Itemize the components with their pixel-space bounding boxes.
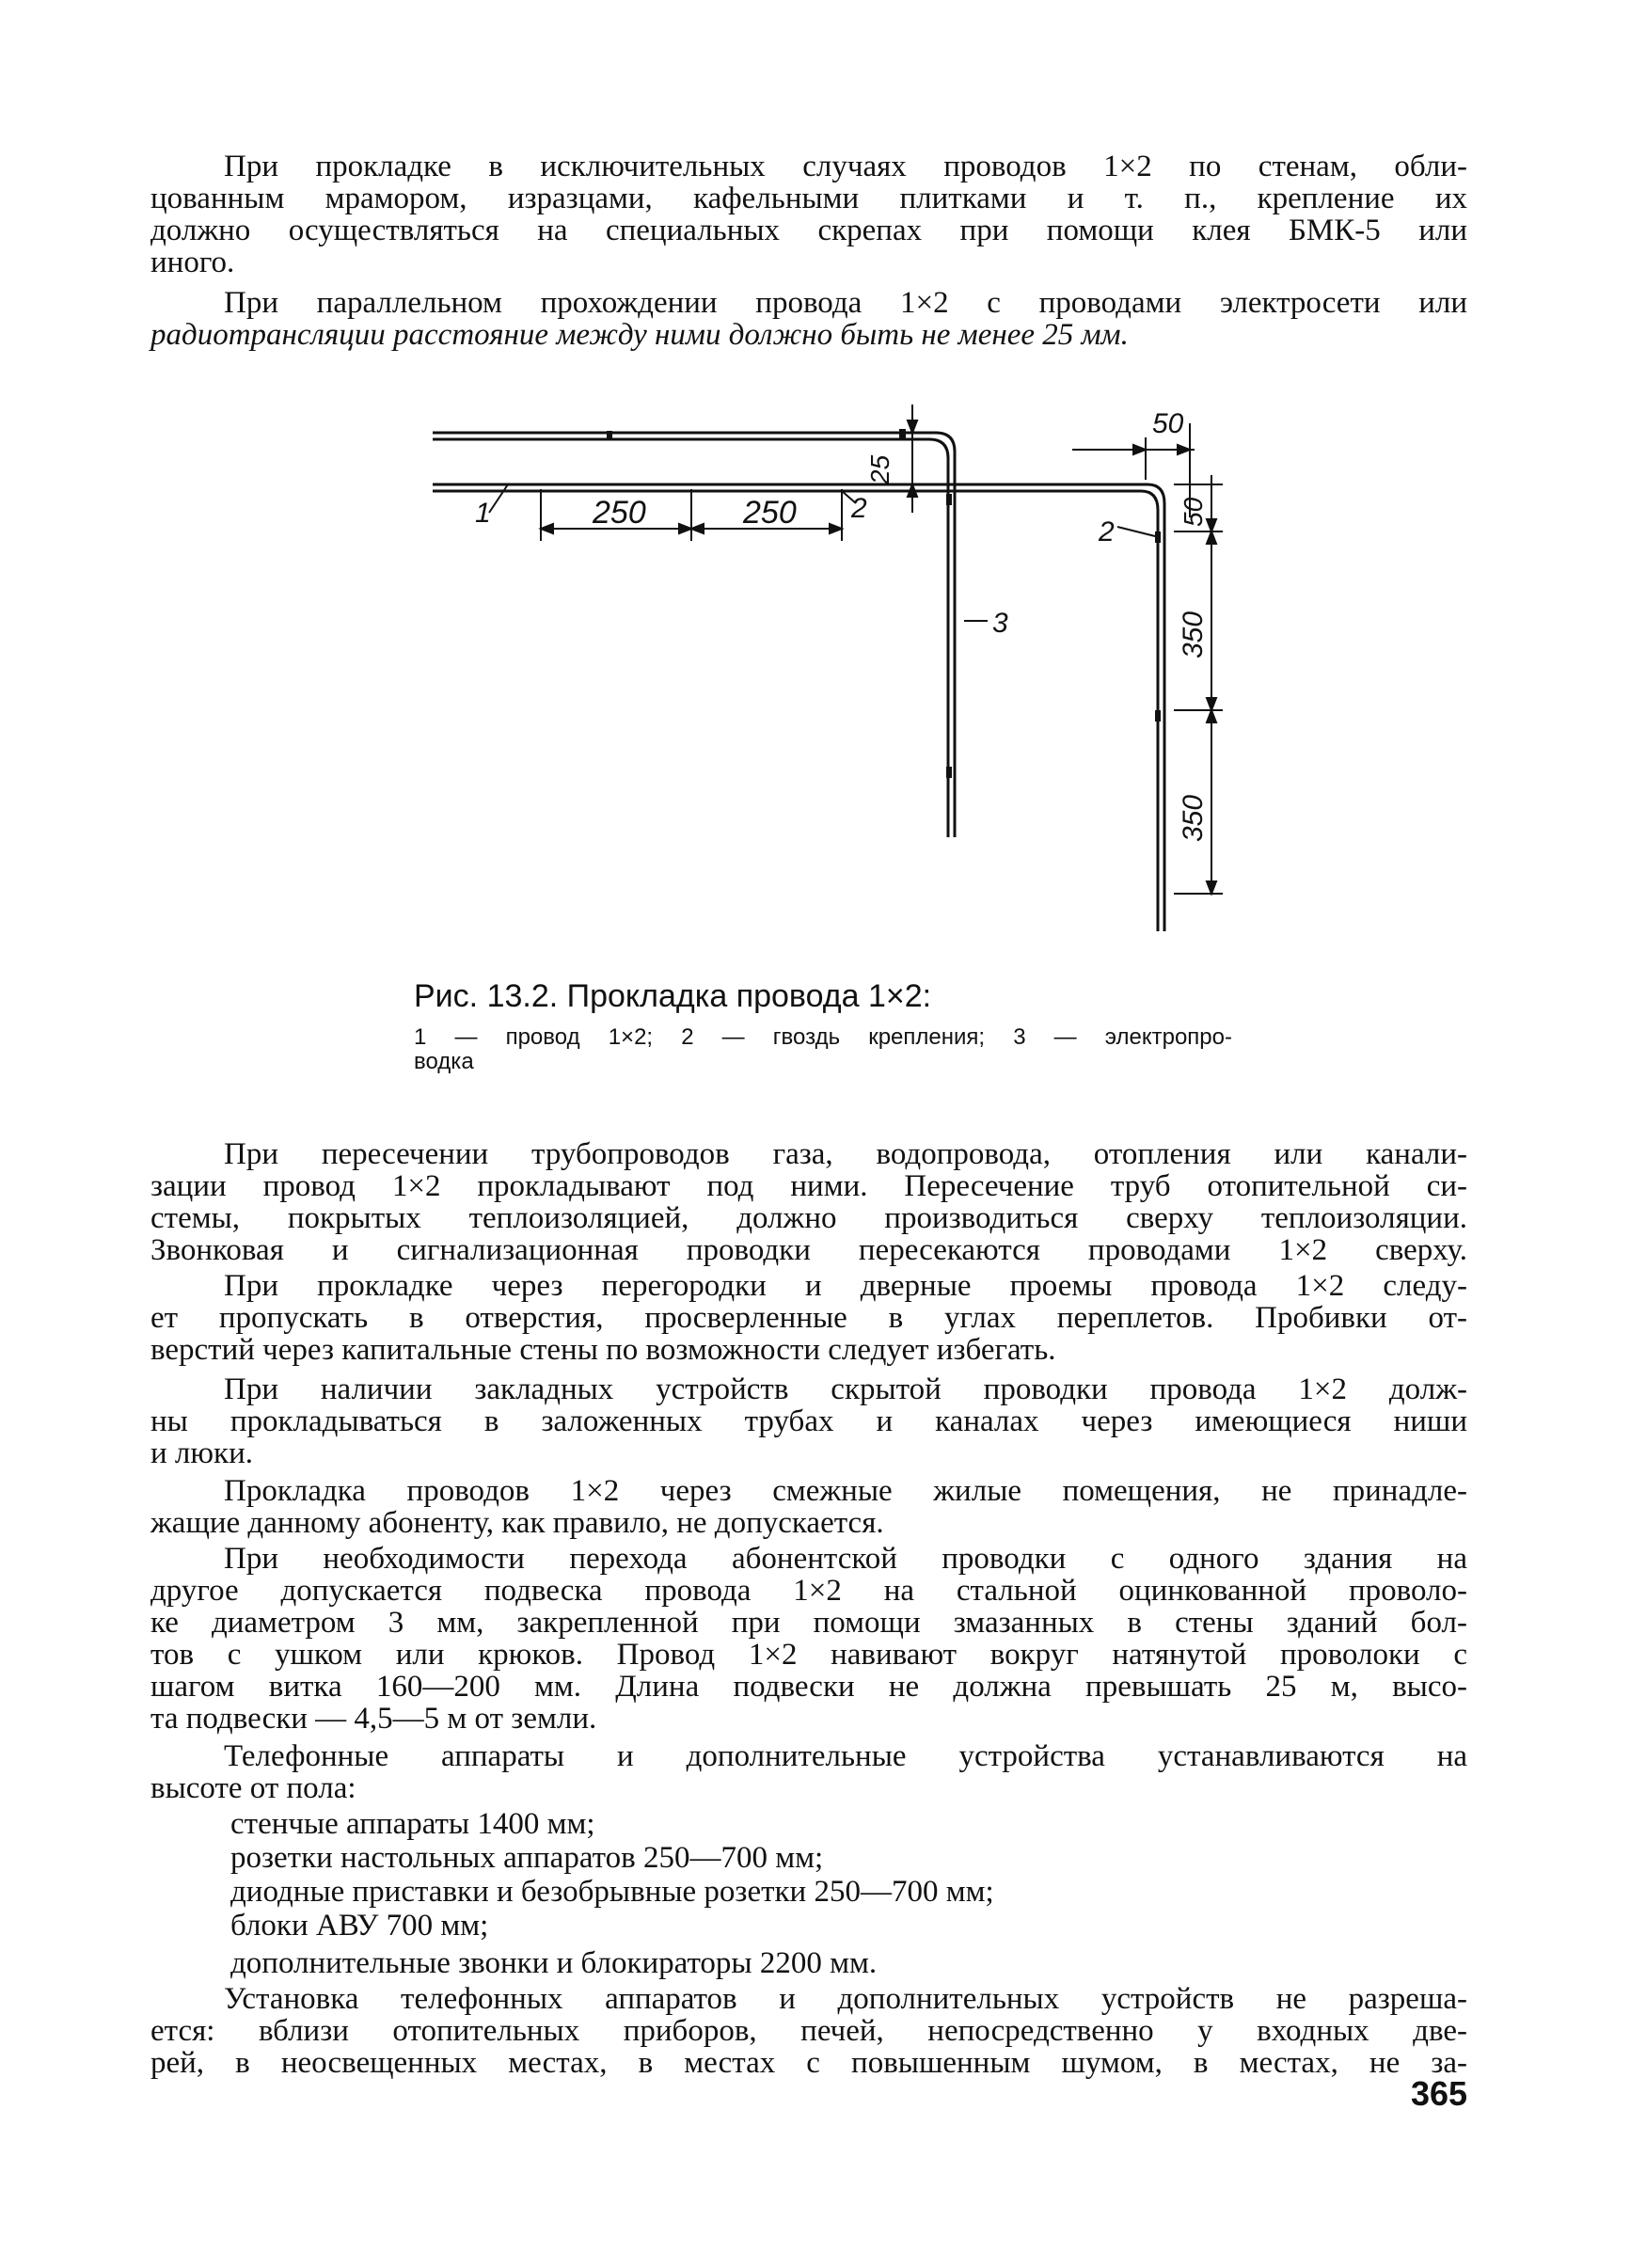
list-item: дополнительные звонки и блокираторы 2200 мм. [230, 1946, 878, 1980]
legend-line: 1 — провод 1×2; 2 — гвоздь крепления; 3 — электропро- [414, 1024, 1232, 1050]
paragraph-8 [150, 1740, 1467, 1804]
text-line: верстий через капитальные стены по возможности следует избегать. [150, 1333, 1056, 1367]
paragraph-4 [150, 1270, 1467, 1366]
text-line: радиотрансляции расстояние между ними должно быть не менее 25 мм. [150, 318, 1129, 352]
text-line: При необходимости перехода абонентской проводки с одного здания на [224, 1542, 1467, 1576]
dim-label: 50 [1152, 408, 1184, 439]
wiring-diagram [414, 386, 1260, 950]
paragraph-7 [150, 1543, 1467, 1735]
list-item: стенчые аппараты 1400 мм; [230, 1807, 595, 1841]
dim-label: 350 [1178, 794, 1209, 842]
dim-label: 50 [1179, 497, 1208, 527]
text-line: иного. [150, 246, 235, 279]
text-line: шагом витка 160—200 мм. Длина подвески не должна превышать 25 м, высо- [150, 1670, 1467, 1704]
nail-mark [899, 429, 906, 440]
text-line: другое допускается подвеска провода 1×2 на стальной оцинкованной проволо- [150, 1574, 1467, 1608]
text-line: Прокладка проводов 1×2 через смежные жилые помещения, не принадле- [224, 1474, 1467, 1508]
text-line: цованным мрамором, изразцами, кафельными плитками и т. п., крепление их [150, 182, 1467, 215]
dim-label: 250 [593, 495, 646, 531]
paragraph-1 [150, 151, 1467, 278]
upper-wire [433, 433, 955, 837]
text-line: жащие данному абоненту, как правило, не допускается. [150, 1506, 884, 1540]
nail-mark [946, 767, 952, 778]
dim-label: 350 [1178, 611, 1209, 658]
paragraph-6 [150, 1475, 1467, 1539]
list-item: блоки АВУ 700 мм; [230, 1909, 489, 1943]
list-item: розетки настольных аппаратов 250—700 мм; [230, 1841, 824, 1875]
text-line: При пересечении трубопроводов газа, водопровода, отопления или канали- [224, 1137, 1467, 1171]
text-line: ет пропускать в отверстия, просверленные в углах переплетов. Пробивки от- [150, 1301, 1467, 1335]
text-line: ется: вблизи отопительных приборов, печей, непосредственно у входных две- [150, 2014, 1467, 2048]
paragraph-2 [150, 287, 1467, 351]
nail-mark [1155, 531, 1161, 543]
text-line: При прокладке в исключительных случаях проводов 1×2 по стенам, обли- [224, 150, 1467, 183]
dim-label: 250 [743, 495, 797, 531]
text-line: Телефонные аппараты и дополнительные устройства устанавливаются на [224, 1739, 1467, 1773]
figure-caption: Рис. 13.2. Прокладка провода 1×2: [414, 978, 932, 1014]
paragraph-9 [150, 1983, 1467, 2079]
text-line: При наличии закладных устройств скрытой проводки провода 1×2 долж- [224, 1372, 1467, 1406]
lower-wire [433, 484, 1164, 931]
text-line: зации провод 1×2 прокладывают под ними. Пересечение труб отопительной си- [150, 1169, 1467, 1203]
callout-label: 1 [475, 498, 491, 529]
text-line: При параллельном прохождении провода 1×2 с проводами электросети или [224, 286, 1467, 320]
text-line: ны прокладываться в заложенных трубах и каналах через имеющиеся ниши [150, 1404, 1467, 1438]
text-line: При прокладке через перегородки и дверные проемы провода 1×2 следу- [224, 1269, 1467, 1303]
nail-mark [1155, 710, 1161, 722]
figure-legend [414, 1025, 1232, 1074]
dim-label: 25 [865, 454, 894, 484]
text-line: ке диаметром 3 мм, закрепленной при помощи змазанных в стены зданий бол- [150, 1606, 1467, 1640]
text-line: должно осуществляться на специальных скрепах при помощи клея БМК-5 или [150, 214, 1467, 247]
list-item: диодные приставки и безобрывные розетки 250—700 мм; [230, 1875, 994, 1909]
text-line: Установка телефонных аппаратов и дополнительных устройств не разреша- [224, 1982, 1467, 2016]
text-line: высоте от пола: [150, 1771, 356, 1805]
lower-wire-inner [433, 491, 1158, 931]
text-line: тов с ушком или крюков. Провод 1×2 навивают вокруг натянутой проволоки с [150, 1638, 1467, 1672]
text-line: Звонковая и сигнализационная проводки пересекаются проводами 1×2 сверху. [150, 1233, 1467, 1267]
callout-label: 2 [851, 493, 867, 524]
legend-line: водка [414, 1049, 474, 1074]
nail-mark [946, 494, 952, 505]
text-line: рей, в неосвещенных местах, в местах с повышенным шумом, в местах, не за- [150, 2046, 1467, 2080]
paragraph-3 [150, 1138, 1467, 1266]
callout-label: 3 [992, 608, 1008, 639]
text-line: та подвески — 4,5—5 м от земли. [150, 1702, 597, 1736]
nail-mark [607, 431, 612, 440]
text-line: и люки. [150, 1436, 253, 1470]
page-number: 365 [1411, 2074, 1468, 2113]
paragraph-5 [150, 1373, 1467, 1469]
text-line: стемы, покрытых теплоизоляцией, должно производиться сверху теплоизоляции. [150, 1201, 1467, 1235]
callout-label: 2 [1099, 516, 1115, 547]
